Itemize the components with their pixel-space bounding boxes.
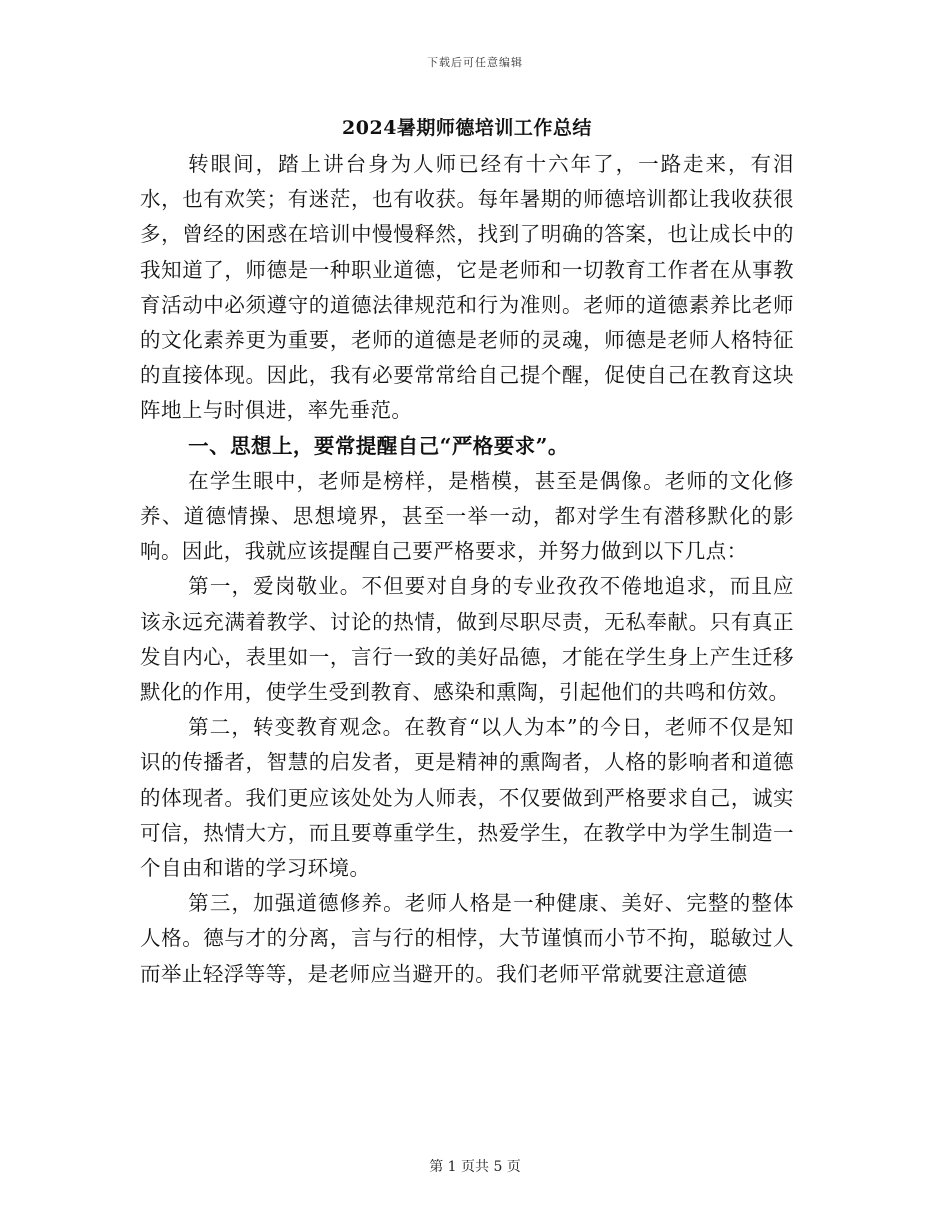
paragraph-intro: 转眼间，踏上讲台身为人师已经有十六年了，一路走来，有泪水，也有欢笑；有迷茫，也有收获。每年暑期的师德培训都让我收获很多，曾经的困惑在培训中慢慢释然，找到了明确的答案，也让成长中的我知道了，师德是一种职业道德，它是老师和一切教育工作者在从事教育活动中必须遵守的道德法律规范和行为准则。老师的道德素养比老师的文化素养更为重要，老师的道德是老师的灵魂，师德是老师人格特征的直接体现。因此，我有必要常常给自己提个醒，促使自己在教育这块阵地上与时俱进，率先垂范。	[140, 152, 794, 423]
paragraph-point-two: 第二，转变教育观念。在教育“以人为本”的今日，老师不仅是知识的传播者，智慧的启发者，更是精神的熏陶者，人格的影响者和道德的体现者。我们更应该处处为人师表，不仅要做到严格要求自己，诚实可信，热情大方，而且要尊重学生，热爱学生，在教学中为学生制造一个自由和谐的学习环境。	[140, 715, 794, 881]
page-footer-number: 第 1 页共 5 页	[429, 1159, 521, 1175]
paragraph-point-one: 第一，爱岗敬业。不但要对自身的专业孜孜不倦地追求，而且应该永远充满着教学、讨论的热情，做到尽职尽责，无私奉献。只有真正发自内心，表里如一，言行一致的美好品德，才能在学生身上产生迁移默化的作用，使学生受到教育、感染和熏陶，引起他们的共鸣和仿效。	[140, 574, 794, 705]
section-heading: 一、思想上，要常提醒自己“严格要求”。	[188, 433, 569, 458]
paragraph-role-model: 在学生眼中，老师是榜样，是楷模，甚至是偶像。老师的文化修养、道德情操、思想境界，甚至一举一动，都对学生有潜移默化的影响。因此，我就应该提醒自己要严格要求，并努力做到以下几点：	[140, 468, 794, 564]
paragraph-point-three: 第三，加强道德修养。老师人格是一种健康、美好、完整的整体人格。德与才的分离，言与行的相悖，大节谨慎而小节不拘，聪敏过人而举止轻浮等等，是老师应当避开的。我们老师平常就要注意道德	[140, 891, 794, 986]
page-header-note: 下载后可任意编辑	[427, 56, 523, 69]
document-body	[140, 147, 794, 992]
document-title: 2024暑期师德培训工作总结	[342, 117, 592, 139]
